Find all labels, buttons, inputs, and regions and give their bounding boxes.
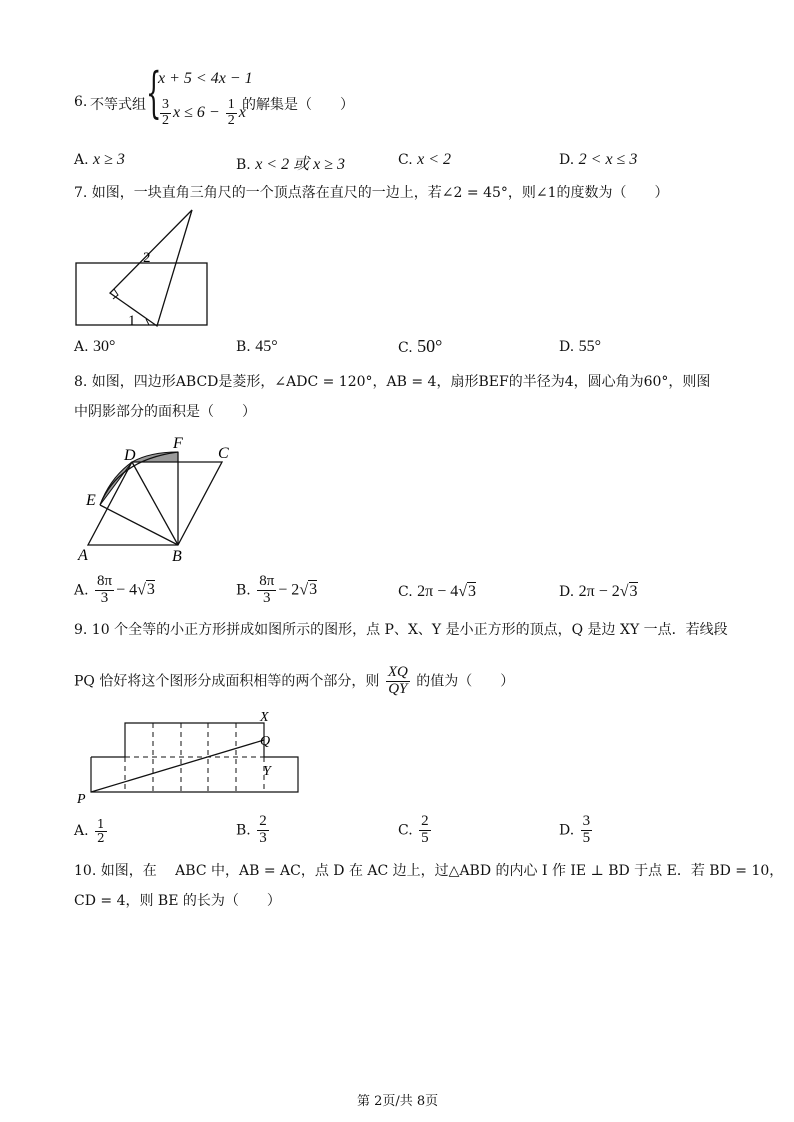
- q7-option-c: C. 50°: [398, 336, 443, 356]
- q9-option-d: D. $\frac{3}{5}$: [559, 813, 591, 846]
- q6-inequality-1: x + 5 < 4x − 1: [158, 70, 253, 87]
- q6-option-c: C. x < 2: [398, 151, 452, 168]
- q6-number: 6.: [74, 94, 88, 110]
- label-q: Q: [260, 734, 271, 749]
- q6-option-b: B. x < 2 或 x ≥ 3: [236, 156, 345, 173]
- q7-option-d: D. 55°: [559, 338, 602, 355]
- label-b: B: [172, 548, 182, 565]
- q7-text: 7. 如图，一块直角三角尺的一个顶点落在直尺的一边上，若∠2 = 45°，则∠1的度数为（ ）: [74, 185, 669, 201]
- q9-line-2: PQ 恰好将这个图形分成面积相等的两个部分，则 $\frac{XQ}{QY}$ 的值为（ ）: [74, 664, 515, 697]
- set-square: [110, 210, 192, 326]
- label-p: P: [77, 792, 86, 807]
- q10-line-1: 10. 如图，在 ABC 中，AB = AC，点 D 在 AC 边上，过△ABD 的内心 I 作 IE ⊥ BD 于点 E．若 BD = 10，: [74, 863, 784, 879]
- angle-1-label: 1: [128, 313, 136, 329]
- q8-option-d: D. 2π − 2√3: [559, 583, 638, 600]
- label-d: D: [124, 447, 136, 464]
- q9-option-b: B. $\frac{2}{3}$: [236, 813, 267, 846]
- q6-suffix: 的解集是（ ）: [242, 97, 354, 113]
- q9-option-c: C. $\frac{2}{5}$: [398, 813, 429, 846]
- label-x: X: [260, 710, 269, 725]
- label-e: E: [86, 492, 96, 509]
- q8-option-a: A. $\frac{8\pi}{3}$ − 4√3: [74, 573, 155, 606]
- label-f: F: [173, 435, 183, 452]
- segment-pq: [91, 740, 264, 792]
- q9-figure: [70, 705, 310, 810]
- q8-line-2: 中阴影部分的面积是（ ）: [74, 404, 256, 420]
- q8-option-c: C. 2π − 4√3: [398, 583, 477, 600]
- q10-line-2: CD = 4，则 BE 的长为（ ）: [74, 893, 281, 909]
- q6-option-a: A. x ≥ 3: [74, 151, 125, 168]
- grid-dashes: [125, 723, 264, 792]
- q7-option-b: B. 45°: [236, 338, 278, 355]
- label-c: C: [218, 445, 229, 462]
- q9-option-a: A. $\frac{1}{2}$: [74, 817, 105, 845]
- angle-2-label: 2: [143, 250, 151, 266]
- label-a: A: [78, 547, 88, 564]
- system-brace: {: [146, 61, 162, 124]
- label-y: Y: [263, 764, 271, 779]
- q8-line-1: 8. 如图，四边形ABCD是菱形，∠ADC = 120°，AB = 4，扇形BEF的半径为4，圆心角为60°，则图: [74, 374, 711, 390]
- shaded-region-left: [100, 462, 132, 505]
- q9-line-1: 9. 10 个全等的小正方形拼成如图所示的图形，点 P、X、Y 是小正方形的顶点，Q 是边 XY 一点．若线段: [74, 622, 728, 638]
- q6-prefix: 不等式组: [90, 97, 146, 113]
- q8-figure: [70, 430, 245, 565]
- page-footer: 第 2页/共 8页: [357, 1094, 439, 1109]
- q8-option-b: B. $\frac{8\pi}{3}$ − 2√3: [236, 573, 318, 606]
- q6-option-d: D. 2 < x ≤ 3: [559, 151, 638, 168]
- q6-inequality-2: $\frac{3}{2}$ x ≤ 6 − $\frac{1}{2}$ x: [162, 97, 246, 128]
- q7-figure: [70, 205, 215, 330]
- q7-option-a: A. 30°: [74, 338, 116, 355]
